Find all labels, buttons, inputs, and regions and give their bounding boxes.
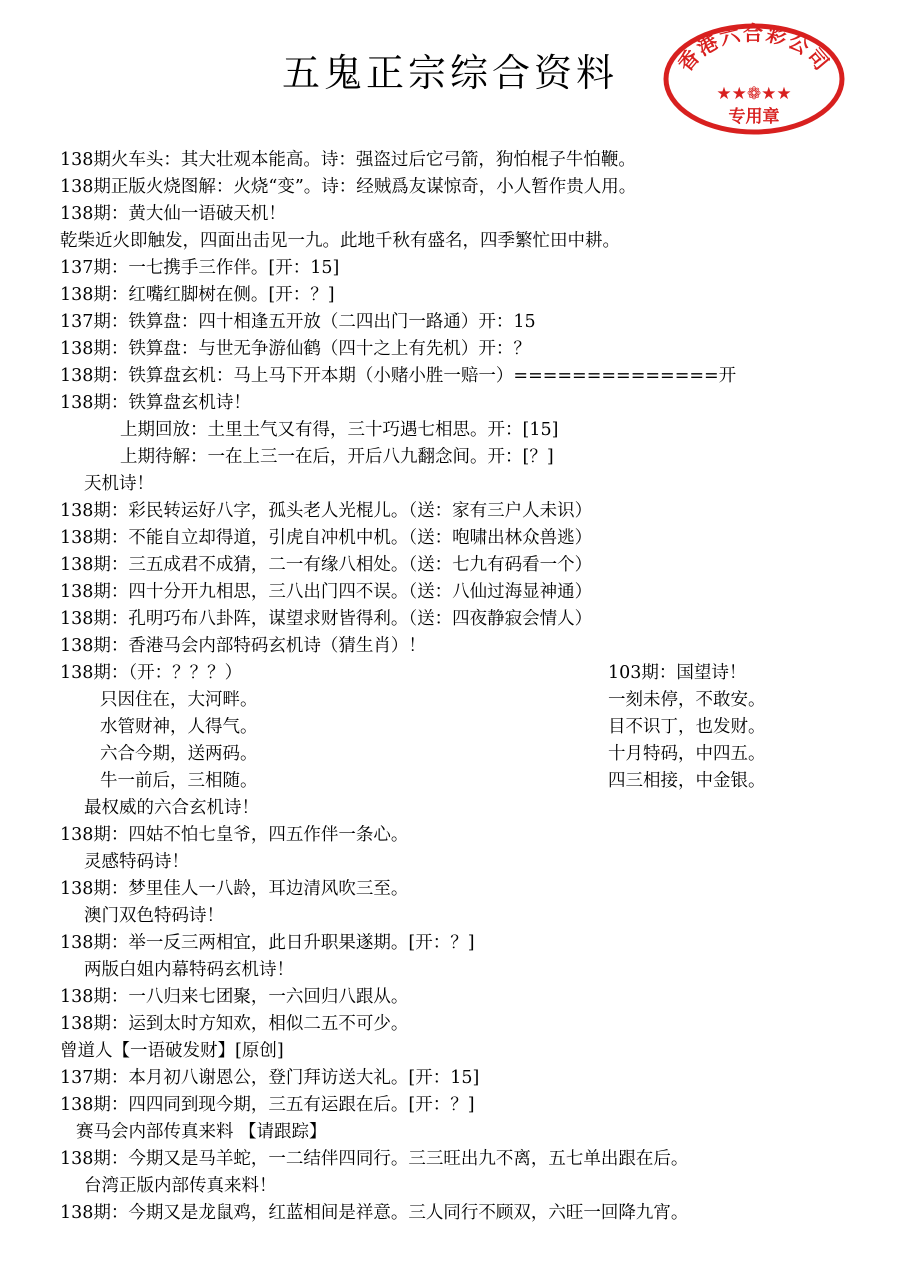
- text-line: 137期：一七携手三作伴。[开：15]: [60, 258, 340, 278]
- text-line: 138期火车头：其大壮观本能高。诗：强盗过后它弓箭，狗怕棍子牛怕鞭。: [60, 150, 636, 170]
- right-poem-line: 四三相接，中金银。: [608, 771, 766, 791]
- text-line: 138期：彩民转运好八字，孤头老人光棍儿。（送：家有三户人未识）: [60, 501, 593, 521]
- poem-line: 水管财神，人得气。: [100, 717, 258, 737]
- poem-line: 六合今期，送两码。: [100, 744, 258, 764]
- text-line: 138期：运到太时方知欢，相似二五不可少。: [60, 1014, 409, 1034]
- poem-line: 只因住在，大河畔。: [100, 690, 258, 710]
- text-line: 138期：四十分开九相思，三八出门四不误。（送：八仙过海显神通）: [60, 582, 593, 602]
- text-line: 138期：一八归来七团聚，一六回归八跟从。: [60, 987, 409, 1007]
- text-line: 138期：梦里佳人一八龄，耳边清风吹三至。: [60, 879, 409, 899]
- text-line: 138期：铁算盘：与世无争游仙鹤（四十之上有先机）开：？: [60, 339, 531, 359]
- text-line: 138期：今期又是龙鼠鸡，红蓝相间是祥意。三人同行不顾双，六旺一回降九宵。: [60, 1203, 689, 1223]
- text-line: 138期：铁算盘玄机：马上马下开本期（小赌小胜一赔一）==============开: [60, 366, 737, 386]
- poem-line: 牛一前后，三相随。: [100, 771, 258, 791]
- text-line: 138期：红嘴红脚树在侧。[开：？]: [60, 285, 335, 305]
- seal-top-text: 香港六合彩公司: [673, 22, 835, 77]
- seal-oval-icon: [662, 22, 846, 136]
- text-line: 138期：黄大仙一语破天机！: [60, 204, 286, 224]
- text-line: 138期：铁算盘玄机诗！: [60, 393, 251, 413]
- text-line: 138期：四姑不怕七皇爷，四五作伴一条心。: [60, 825, 409, 845]
- right-poem-line: 目不识丁，也发财。: [608, 717, 766, 737]
- text-line: 138期：举一反三两相宜，此日升职果遂期。[开：？]: [60, 933, 475, 953]
- section-heading: 两版白姐内幕特码玄机诗！: [84, 960, 294, 980]
- section-heading: 天机诗！: [84, 474, 154, 494]
- text-line: 138期：三五成君不成猜，二一有缘八相处。（送：七九有码看一个）: [60, 555, 593, 575]
- section-heading: 赛马会内部传真来料 【请跟踪】: [76, 1122, 327, 1142]
- seal-bottom-text: 专用章: [728, 107, 780, 127]
- text-line: 138期：香港马会内部特码玄机诗（猜生肖）！: [60, 636, 426, 656]
- text-line: 138期：今期又是马羊蛇，一二结伴四同行。三三旺出九不离，五七单出跟在后。: [60, 1149, 689, 1169]
- company-seal-stamp: [662, 22, 846, 136]
- text-line: 138期正版火烧图解：火烧“变”。诗：经贼爲友谋惊奇，小人暂作贵人用。: [60, 177, 637, 197]
- seal-stars: ★★❁★★: [716, 84, 792, 104]
- section-heading: 最权威的六合玄机诗！: [84, 798, 259, 818]
- section-heading: 台湾正版内部传真来料！: [84, 1176, 277, 1196]
- svg-text:香港六合彩公司: [673, 22, 835, 76]
- text-line: 上期待解：一在上三一在后，开后八九翻念间。开：[？]: [120, 447, 554, 467]
- page-title: 五鬼正宗综合资料: [281, 51, 618, 95]
- section-heading: 曾道人【一语破发财】[原创]: [60, 1041, 284, 1061]
- text-line: 138期：四四同到现今期，三五有运跟在后。[开：？]: [60, 1095, 475, 1115]
- text-line: 138期：不能自立却得道，引虎自冲机中机。（送：咆啸出林众兽逃）: [60, 528, 593, 548]
- right-poem-heading: 103期：国望诗！: [608, 663, 747, 683]
- right-poem-line: 一刻未停，不敢安。: [608, 690, 766, 710]
- text-line: 乾柴近火即触发，四面出击见一九。此地千秋有盛名，四季繁忙田中耕。: [60, 231, 620, 251]
- right-poem-line: 十月特码，中四五。: [608, 744, 766, 764]
- text-line: 137期：本月初八谢恩公，登门拜访送大礼。[开：15]: [60, 1068, 480, 1088]
- text-line: 138期：（开：？？？）: [60, 663, 243, 683]
- section-heading: 澳门双色特码诗！: [84, 906, 224, 926]
- text-line: 137期：铁算盘：四十相逢五开放（二四出门一路通）开：15: [60, 312, 536, 332]
- text-line: 上期回放：土里土气又有得，三十巧遇七相思。开：[15]: [120, 420, 559, 440]
- section-heading: 灵感特码诗！: [84, 852, 189, 872]
- text-line: 138期：孔明巧布八卦阵，谋望求财皆得利。（送：四夜静寂会情人）: [60, 609, 593, 629]
